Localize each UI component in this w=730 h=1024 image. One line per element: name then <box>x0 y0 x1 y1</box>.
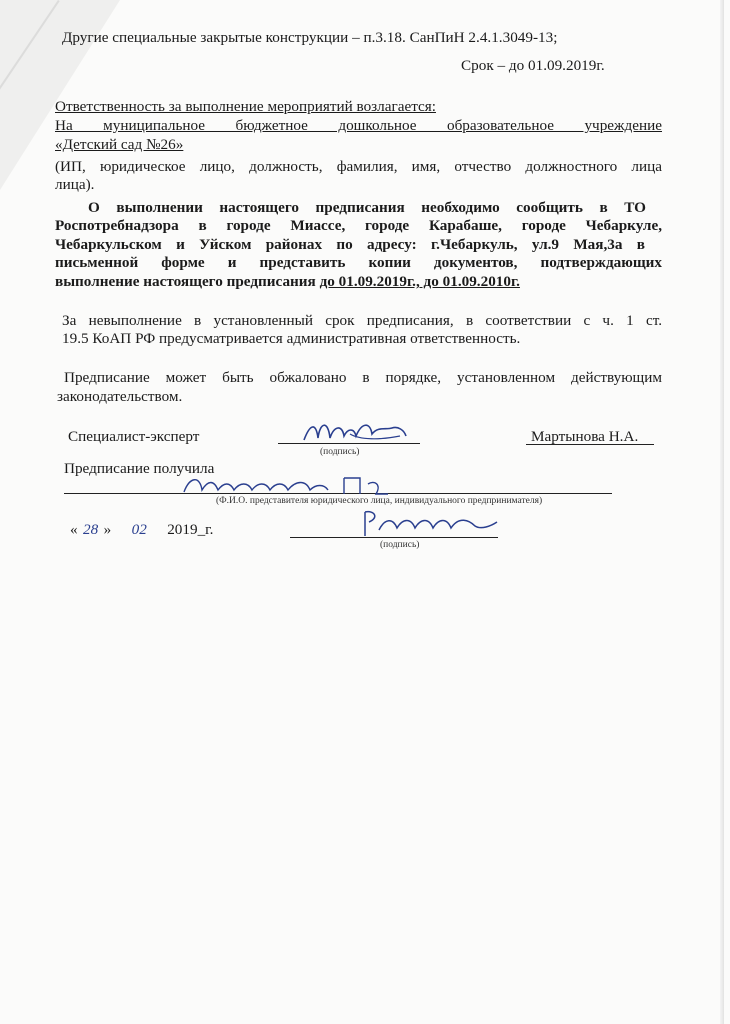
date-month: 02 <box>131 521 147 538</box>
liability-line2: 19.5 КоАП РФ предусматривается административная ответственность. <box>62 330 521 347</box>
signature-caption-recipient: (подпись) <box>380 540 420 550</box>
recipient-signature-icon <box>345 506 505 542</box>
date-quote-open: « <box>70 521 78 538</box>
notice-line5 <box>55 272 520 291</box>
notice-line1: О выполнении настоящего предписания необходимо сообщить в ТО <box>88 199 646 216</box>
responsibility-note-line1: (ИП, юридическое лицо, должность, фамилия, имя, отчество должностного лица <box>55 158 662 175</box>
appeal-line2: законодательством. <box>57 388 183 405</box>
organization-line1: На муниципальное бюджетное дошкольное образовательное учреждение <box>55 117 662 134</box>
liability-line1: За невыполнение в установленный срок предписания, в соответствии с ч. 1 ст. <box>62 312 662 329</box>
notice-line3: Чебаркульском и Уйском районах по адресу: г.Чебаркуль, ул.9 Мая,3а в <box>55 236 645 253</box>
received-label: Предписание получила <box>64 460 215 477</box>
responsibility-heading: Ответственность за выполнение мероприятий возлагается: <box>55 98 436 115</box>
specialist-name: Мартынова Н.А. <box>531 428 639 445</box>
date-day: 28 <box>83 521 99 538</box>
organization-line2: «Детский сад №26» <box>55 136 184 153</box>
responsibility-note-line2: лица). <box>55 176 95 193</box>
specialist-signature-icon <box>300 414 410 448</box>
notice-line2: Роспотребнадзора в городе Миассе, городе Карабаше, городе Чебаркуле, <box>55 217 662 234</box>
date-quote-close: » <box>103 521 112 538</box>
specialist-label: Специалист-эксперт <box>68 428 200 445</box>
notice-line4: письменной форме и представить копии документов, подтверждающих <box>55 254 662 271</box>
page-edge-shadow <box>720 0 724 1024</box>
signature-caption-specialist: (подпись) <box>320 447 360 457</box>
notice-deadline-dates: до 01.09.2019г., до 01.09.2010г. <box>319 273 520 290</box>
fio-caption: (Ф.И.О. представителя юридического лица, индивидуального предпринимателя) <box>216 496 543 506</box>
appeal-line1: Предписание может быть обжаловано в порядке, установленном действующим <box>64 369 662 386</box>
date-year: 2019_г. <box>167 521 214 538</box>
notice-last-text: выполнение настоящего предписания <box>55 273 320 290</box>
date-field <box>70 520 213 539</box>
deadline-text: Срок – до 01.09.2019г. <box>461 57 605 74</box>
constructions-line: Другие специальные закрытые конструкции – п.3.18. СанПиН 2.4.1.3049-13; <box>62 29 558 46</box>
